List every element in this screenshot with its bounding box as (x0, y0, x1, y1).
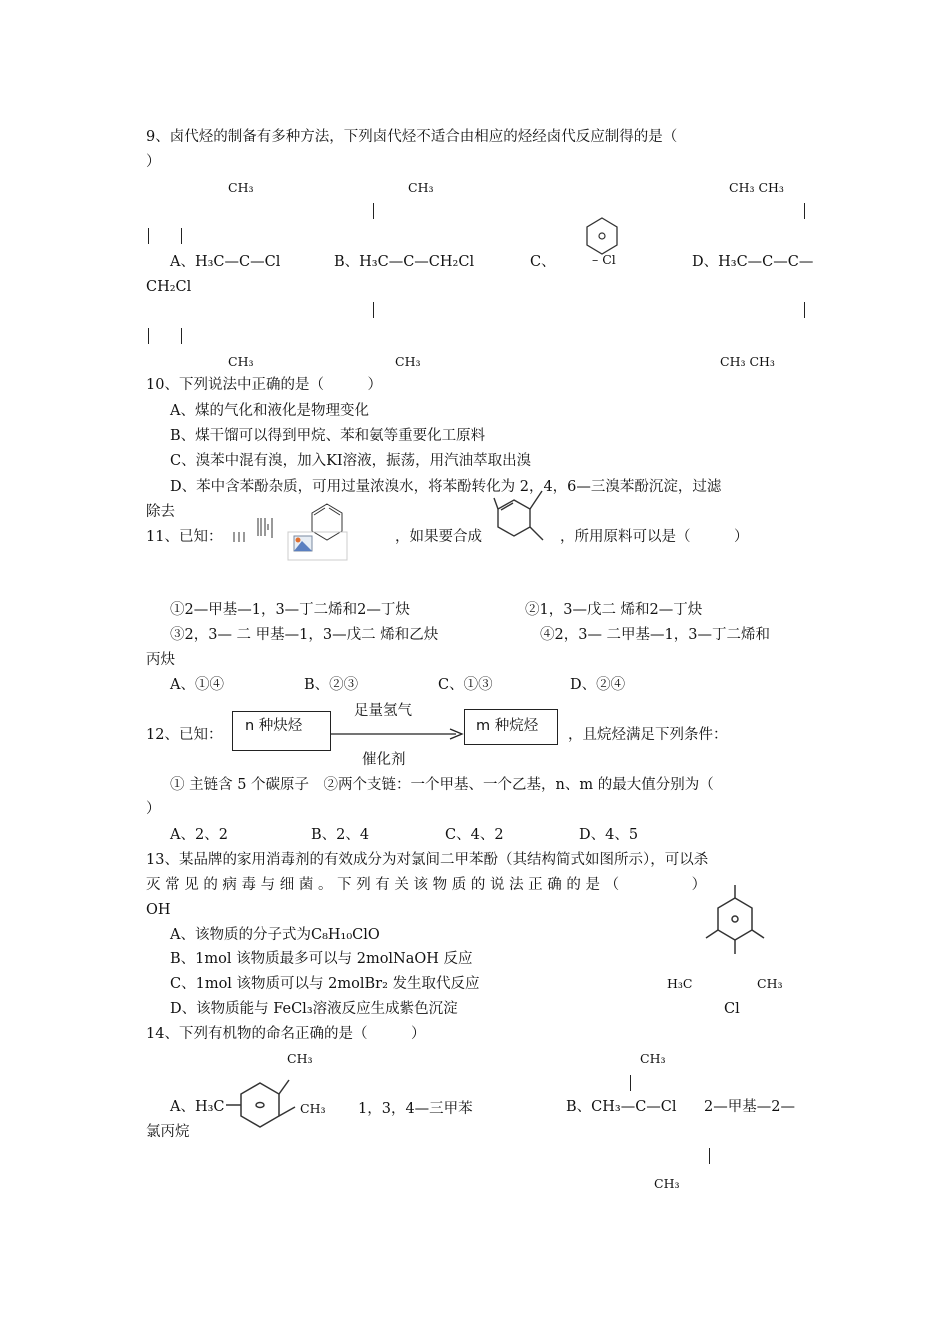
q13-option-a: A、该物质的分子式为C₈H₁₀ClO (170, 927, 380, 943)
q9-c-benzene-ring (584, 216, 620, 256)
q11-reaction-scheme (232, 502, 352, 566)
q13-option-c: C、1mol 该物质可以与 2molBr₂ 发生取代反应 (170, 976, 480, 992)
q9-option-d: D、H₃C—C—C— (692, 254, 814, 270)
q9-bond (148, 328, 149, 344)
q12-option-a: A、2、2 (170, 827, 228, 843)
q10-option-b: B、煤干馏可以得到甲烷、苯和氨等重要化工原料 (170, 428, 486, 444)
q14-a-top-ch3: CH₃ (287, 1051, 313, 1066)
q10-option-d: D、苯中含苯酚杂质，可用过量浓溴水，将苯酚转化为 2，4，6—三溴苯酚沉淀，过滤 (170, 479, 722, 495)
q9-option-b: B、H₃C—C—CH₂Cl (334, 254, 475, 270)
q9-bond (373, 203, 374, 219)
q14-stem: 14、下列有机物的命名正确的是（ ） (146, 1026, 426, 1042)
q10-option-a: A、煤的气化和液化是物理变化 (170, 403, 369, 419)
q13-oh-label: OH (146, 902, 171, 918)
q11-option-d: D、②④ (570, 677, 626, 693)
q12-catalyst-label: 催化剂 (362, 752, 406, 768)
q11-choice-4-cont: 丙炔 (146, 652, 175, 668)
q13-stem-line1: 13、某品牌的家用消毒剂的有效成分为对氯间二甲苯酚（其结构简式如图所示），可以杀 (146, 852, 709, 868)
q12-conditions: ① 主链含 5 个碳原子 ②两个支链：一个甲基、一个乙基，n、m 的最大值分别为（ (170, 777, 714, 793)
q12-close-paren: ） (146, 801, 161, 817)
q14-b-bond (709, 1148, 710, 1164)
q13-ch3-label: CH₃ (757, 976, 783, 991)
q9-bond (804, 302, 805, 318)
q14-a-right-ch3: CH₃ (300, 1101, 326, 1116)
q11-stem-start: 11、已知： (146, 529, 223, 545)
q9-bond (804, 203, 805, 219)
q10-stem: 10、下列说法中正确的是（ ） (146, 377, 382, 393)
q9-d-bottom-ch3: CH₃ CH₃ (720, 354, 775, 369)
q14-option-a-name: 1，3，4—三甲苯 (358, 1101, 473, 1117)
q9-bond (373, 302, 374, 318)
q11-option-a: A、①④ (170, 677, 224, 693)
q9-option-c-substituent: – Cl (592, 252, 616, 267)
q9-stem-line1: 9、卤代烃的制备有多种方法，下列卤代烃不适合由相应的烃经卤代反应制得的是（ (146, 129, 678, 145)
q11-choice-1: ①2—甲基—1，3—丁二烯和2—丁炔 (170, 602, 410, 618)
q11-choice-3: ③2，3— 二 甲基—1，3—戊二 烯和乙炔 (170, 627, 439, 643)
q14-b-top-ch3: CH₃ (640, 1051, 666, 1066)
q13-h3c-label: H₃C (667, 976, 693, 991)
q9-option-d-cont: CH₂Cl (146, 279, 192, 295)
q13-option-b: B、1mol 该物质最多可以与 2molNaOH 反应 (170, 951, 473, 967)
q14-b-bottom-ch3: CH₃ (654, 1176, 680, 1191)
q11-choice-4: ④2，3— 二甲基—1，3—丁二烯和 (540, 627, 771, 643)
q10-option-c: C、溴苯中混有溴，加入KI溶液，振荡，用汽油萃取出溴 (170, 453, 532, 469)
q12-option-b: B、2、4 (311, 827, 370, 843)
q13-cl-label: Cl (724, 1001, 740, 1017)
q9-bond (181, 328, 182, 344)
q14-b-bond (630, 1075, 631, 1091)
q9-stem-line2: ） (146, 154, 161, 170)
q9-b-bottom-ch3: CH₃ (395, 354, 421, 369)
q12-box-alkynes-label: n 种炔烃 (245, 718, 303, 734)
q14-option-b-name: 2—甲基—2— (704, 1099, 795, 1115)
q12-stem-start: 12、已知： (146, 727, 223, 743)
q11-stem-mid: ，如果要合成 (395, 529, 482, 545)
q12-reaction-arrow (330, 728, 464, 740)
q9-b-top-ch3: CH₃ (408, 180, 434, 195)
q14-option-b-name-cont: 氯丙烷 (146, 1124, 190, 1140)
q12-option-d: D、4、5 (579, 827, 639, 843)
q9-bond (181, 228, 182, 244)
q13-option-d: D、该物质能与 FeCl₃溶液反应生成紫色沉淀 (170, 1001, 458, 1017)
q9-a-bottom-ch3: CH₃ (228, 354, 254, 369)
q9-a-top-ch3: CH₃ (228, 180, 254, 195)
q14-option-b: B、CH₃—C—Cl (566, 1099, 677, 1115)
q12-reagent-label: 足量氢气 (354, 703, 412, 719)
q9-option-c-label: C、 (530, 254, 556, 270)
q12-stem-end: ，且烷烃满足下列条件： (568, 727, 728, 743)
q11-option-c: C、①③ (438, 677, 493, 693)
q9-d-top-ch3: CH₃ CH₃ (729, 180, 784, 195)
q14-option-a-label: A、H₃C (170, 1099, 225, 1115)
q13-stem-line2: 灭 常 见 的 病 毒 与 细 菌 。 下 列 有 关 该 物 质 的 说 法 正 确 的 是 （ ） (146, 877, 707, 893)
q10-option-d-cont: 除去 (146, 504, 175, 520)
q12-box-alkanes-label: m 种烷烃 (476, 718, 539, 734)
q11-target-molecule (492, 488, 548, 548)
q11-option-b: B、②③ (304, 677, 359, 693)
q14-a-benzene-ring (223, 1066, 303, 1138)
q11-stem-end: ，所用原料可以是（ ） (560, 529, 749, 545)
q9-bond (148, 228, 149, 244)
q9-option-a: A、H₃C—C—Cl (170, 254, 281, 270)
q13-structure-ring (700, 882, 770, 962)
q11-choice-2: ②1，3—戊二 烯和2—丁炔 (525, 602, 703, 618)
q12-option-c: C、4、2 (445, 827, 504, 843)
